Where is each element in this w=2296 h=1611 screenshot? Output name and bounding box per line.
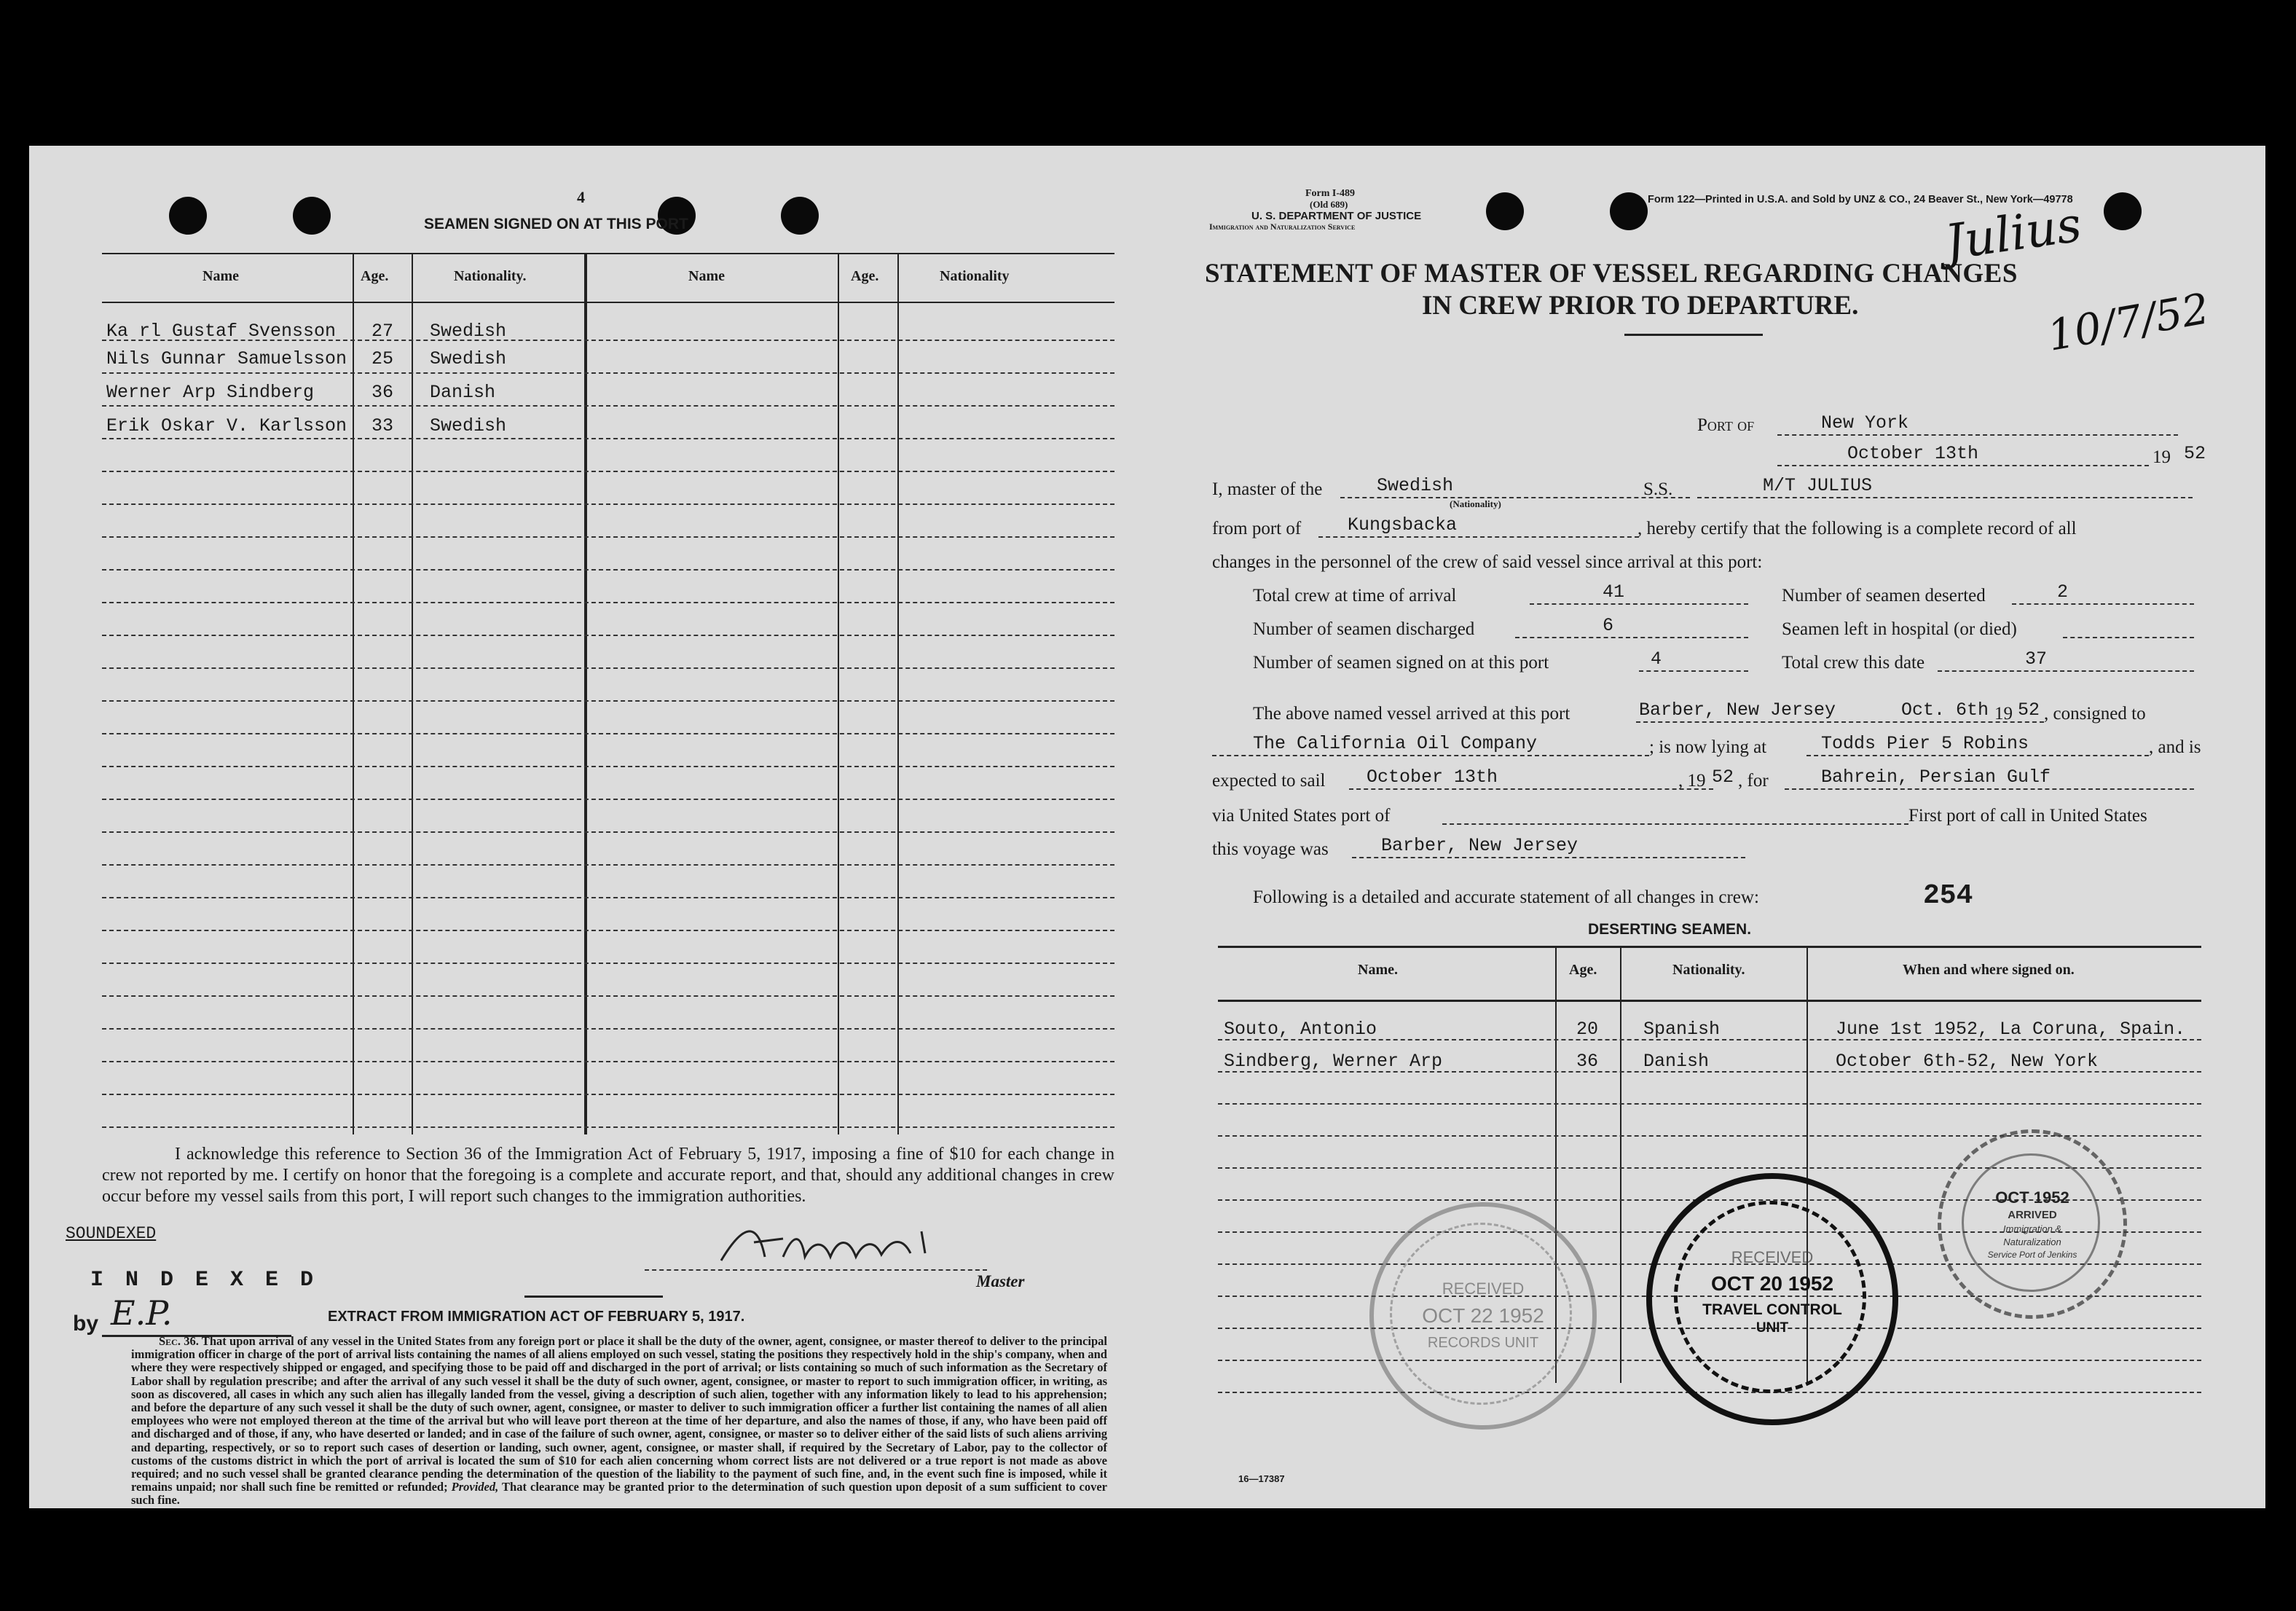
stamp-line: Service Port of Jenkins xyxy=(1987,1250,2077,1260)
travel-control-stamp xyxy=(1646,1173,1898,1425)
table-row-line xyxy=(102,733,1114,734)
soundexed-stamp: SOUNDEXED xyxy=(66,1224,157,1243)
hospital-label: Seamen left in hospital (or died) xyxy=(1782,619,2017,639)
col-header-name: Name xyxy=(203,268,239,284)
table-col-rule xyxy=(897,253,899,1134)
expected-year-prefix: , 19 xyxy=(1678,771,1706,791)
from-port-line xyxy=(1318,536,1639,538)
handwritten-name: Julius xyxy=(1941,196,2085,271)
punch-hole xyxy=(169,197,207,235)
table-col-rule xyxy=(838,253,839,1134)
col-header-age-2: Age. xyxy=(851,268,879,284)
table-row-line xyxy=(102,405,1114,407)
table-row-line xyxy=(102,536,1114,538)
table-row-line xyxy=(102,700,1114,702)
seaman-age: 27 xyxy=(371,321,394,342)
table-col-rule xyxy=(353,253,354,1134)
seaman-name: Ka rl Gustaf Svensson xyxy=(106,321,337,342)
stamp-line: Naturalization xyxy=(2003,1236,2061,1247)
deserting-header-rule xyxy=(1218,1000,2201,1002)
table-row-line xyxy=(102,503,1114,505)
total-crew-arrival-label: Total crew at time of arrival xyxy=(1253,586,1457,605)
punch-hole xyxy=(1610,192,1648,230)
records-unit-stamp xyxy=(1369,1202,1597,1430)
extract-rule xyxy=(524,1296,663,1298)
ss-label: S.S. xyxy=(1643,479,1673,499)
acknowledgement-text: I acknowledge this reference to Section 36 of the Immigration Act of February 5, 1917, imposing a fine of $10 for each change in crew not reported by me. I certify on honor that the foregoing is a complete and accurate report, and that, should any additional changes in crew occur before my vessel sails from this port, I will report such changes to the immigration authorities. xyxy=(102,1145,1114,1206)
provided-label: Provided, xyxy=(451,1480,499,1494)
col-header-nationality-2: Nationality xyxy=(940,268,1010,284)
from-port-label: from port of xyxy=(1212,519,1302,538)
indexed-stamp: I N D E X E D xyxy=(90,1268,318,1293)
footer-code: 16—17387 xyxy=(1238,1473,1285,1484)
table-row-line xyxy=(102,766,1114,767)
stamp-date: OCT 20 1952 xyxy=(1710,1272,1834,1295)
table-header-rule xyxy=(102,302,1114,303)
service-name: Immigration and Naturalization Service xyxy=(1209,222,1356,232)
expected-line xyxy=(1349,788,1713,790)
expected-date: October 13th xyxy=(1367,767,1498,788)
deserter-nationality: Spanish xyxy=(1643,1019,1721,1040)
lying-text: ; is now lying at xyxy=(1649,737,1767,757)
voyage-text: this voyage was xyxy=(1212,839,1329,859)
lying-at-value: Todds Pier 5 Robins xyxy=(1821,733,2029,754)
seaman-nationality: Danish xyxy=(430,382,496,403)
destination-value: Bahrein, Persian Gulf xyxy=(1821,767,2051,788)
form-number: Form I-489 xyxy=(1305,188,1356,199)
arrived-year-prefix: 19 xyxy=(1994,704,2013,724)
punch-hole xyxy=(1486,192,1524,230)
master-signature xyxy=(714,1217,962,1275)
stamp-unit: RECORDS UNIT xyxy=(1427,1335,1539,1351)
seaman-age: 25 xyxy=(371,348,394,369)
table-row-line xyxy=(102,831,1114,833)
deserter-signed-on: October 6th-52, New York xyxy=(1836,1051,2099,1072)
table-row-line xyxy=(102,799,1114,800)
table-row-line xyxy=(102,372,1114,374)
discharged-label: Number of seamen discharged xyxy=(1253,619,1475,639)
from-port-value: Kungsbacka xyxy=(1348,514,1458,536)
master-of-label: I, master of the xyxy=(1212,479,1323,499)
table-top-rule xyxy=(102,253,1114,254)
seaman-name: Werner Arp Sindberg xyxy=(106,382,315,403)
deserting-row-line xyxy=(1218,1103,2201,1105)
arrived-stamp xyxy=(1938,1129,2127,1319)
expected-text: expected to sail xyxy=(1212,771,1326,791)
form-title-line2: IN CREW PRIOR TO DEPARTURE. xyxy=(1422,291,1859,321)
deserter-name: Sindberg, Werner Arp xyxy=(1224,1051,1443,1072)
first-port-value: Barber, New Jersey xyxy=(1381,835,1578,856)
deserting-col-nationality: Nationality. xyxy=(1672,962,1745,978)
deserting-header: DESERTING SEAMEN. xyxy=(1588,921,1752,938)
deserter-name: Souto, Antonio xyxy=(1224,1019,1377,1040)
table-row-line xyxy=(102,1061,1114,1062)
and-is-text: , and is xyxy=(2149,737,2201,757)
total-crew-arrival: 41 xyxy=(1603,581,1625,603)
stamp-inner-ring xyxy=(1674,1201,1866,1393)
table-center-rule xyxy=(584,253,587,1134)
lying-line xyxy=(1806,755,2149,756)
col-header-nationality: Nationality. xyxy=(454,268,527,284)
count-line xyxy=(2063,637,2194,638)
via-text: via United States port of xyxy=(1212,806,1391,826)
section-header: SEAMEN SIGNED ON AT THIS PORT xyxy=(424,216,688,232)
stamp-line: Immigration & xyxy=(2002,1223,2062,1234)
seaman-nationality: Swedish xyxy=(430,321,507,342)
department-name: U. S. DEPARTMENT OF JUSTICE xyxy=(1251,210,1422,222)
col-header-age: Age. xyxy=(361,268,389,284)
nationality-caption: (Nationality) xyxy=(1450,498,1501,509)
deserting-col-signed: When and where signed on. xyxy=(1903,962,2075,978)
law-text: That upon arrival of any vessel in the United States from any foreign port or place it shall be the duty of the owner, agent, consignee, or master thereof to deliver to the principal immigration officer in charge of the port of arrival lists containing the names of all aliens employed on such vessel, stating the positions they respectively hold in the ship's company, when and where they were respectively shipped or engaged, and specifying those to be paid off and discharged in the port of arrival; or lists containing so much of such information as the Secretary of Labor shall by regulation prescribe; and after the arrival of any such vessel it shall be the duty of such owner, agent, consignee, or master to report to such immigration officer, in writing, as soon as discovered, all cases in which any such alien has illegally landed from the vessel, giving a description of such alien, together with any information likely to lead to his apprehension; and before the departure of any such vessel it shall be the duty of such owner, agent, consignee, or master to deliver to such immigration officer a further list containing the names of all alien employees who were not employed thereon at the time of the arrival but who will leave port thereon at the time of her departure, and also the names of those, if any, who have been paid off and discharged and of those, if any, who have deserted or landed; and in case of the failure of such owner, agent, consignee, or master so to deliver either of the said lists of such aliens arriving and departing, respectively, or so to report such cases of desertion or landing, such owner, agent, consignee, or master shall, if required by the Secretary of Labor, pay to the collector of customs of the customs district in which the port of arrival is located the sum of $10 for each alien concerning whom correct lists are not delivered or a true report is not made as above required; and no such vessel shall be granted clearance pending the determination of the question of the liability to the payment of such fine, and, in the event such fine is imposed, while it remains unpaid; nor shall such fine be remitted or refunded; xyxy=(131,1334,1108,1494)
seaman-name: Nils Gunnar Samuelsson xyxy=(106,348,347,369)
seaman-age: 33 xyxy=(371,415,394,436)
discharged-count: 6 xyxy=(1603,615,1614,636)
deserting-col-rule xyxy=(1620,946,1621,1383)
consigned-text: , consigned to xyxy=(2044,704,2146,724)
punch-hole xyxy=(2104,192,2142,230)
law-text-block xyxy=(131,1335,1107,1508)
stamp-arrived: ARRIVED xyxy=(2008,1209,2057,1221)
extract-title: EXTRACT FROM IMMIGRATION ACT OF FEBRUARY 5, 1917. xyxy=(328,1309,745,1325)
document-sheet xyxy=(29,146,2265,1508)
seaman-nationality: Swedish xyxy=(430,415,507,436)
consignee-line xyxy=(1212,755,1649,756)
table-row-line xyxy=(102,963,1114,964)
signed-on-count: 4 xyxy=(1651,648,1662,670)
vessel-nationality: Swedish xyxy=(1377,475,1454,496)
deserting-col-name: Name. xyxy=(1358,962,1398,978)
stamp-unit: TRAVEL CONTROL xyxy=(1702,1301,1842,1318)
date-value: October 13th xyxy=(1847,443,1979,464)
title-rule xyxy=(1624,334,1763,336)
deserter-age: 20 xyxy=(1576,1019,1599,1040)
table-row-line xyxy=(102,897,1114,898)
table-row-line xyxy=(102,438,1114,439)
port-of-label: Port of xyxy=(1697,415,1755,435)
seaman-age: 36 xyxy=(371,382,394,403)
voyage-line xyxy=(1352,857,1745,858)
certify-text: , hereby certify that the following is a complete record of all xyxy=(1638,519,2077,538)
destination-line xyxy=(1785,788,2194,790)
table-row-line xyxy=(102,667,1114,669)
count-line xyxy=(1639,670,1748,672)
following-text: Following is a detailed and accurate statement of all changes in crew: xyxy=(1253,887,1759,907)
total-crew-date: 37 xyxy=(2025,648,2048,670)
arrived-line xyxy=(1636,721,2044,723)
table-row-line xyxy=(102,1094,1114,1095)
printer-line: Form 122—Printed in U.S.A. and Sold by UNZ & CO., 24 Beaver St., New York—49778 xyxy=(1648,194,2073,205)
nationality-line xyxy=(1340,497,1690,498)
indexed-initials: E.P. xyxy=(111,1293,173,1333)
deserter-age: 36 xyxy=(1576,1051,1599,1072)
arrived-port: Barber, New Jersey xyxy=(1639,699,1836,721)
for-text: , for xyxy=(1738,771,1769,791)
arrived-year: 52 xyxy=(2018,699,2040,721)
port-of-value: New York xyxy=(1821,412,1909,434)
table-row-line xyxy=(102,864,1114,866)
arrived-text: The above named vessel arrived at this port xyxy=(1253,704,1570,724)
vessel-name: M/T JULIUS xyxy=(1763,475,1873,496)
seaman-nationality: Swedish xyxy=(430,348,507,369)
count-line xyxy=(1515,637,1748,638)
stamp-date: OCT 22 1952 xyxy=(1422,1304,1544,1327)
law-tail: That clearance may be granted prior to the determination of such question upon deposit of a sum sufficient to cover such fine. xyxy=(131,1480,1108,1508)
form-old-number: (Old 689) xyxy=(1310,199,1348,210)
master-label: Master xyxy=(976,1272,1025,1290)
port-of-line xyxy=(1777,434,2178,436)
form-title-line1: STATEMENT OF MASTER OF VESSEL REGARDING CHANGES xyxy=(1205,259,2018,289)
table-row-line xyxy=(102,1126,1114,1128)
table-row-line xyxy=(102,930,1114,931)
table-row-line xyxy=(102,471,1114,472)
stamp-date: OCT 1952 xyxy=(1995,1188,2069,1207)
table-col-rule xyxy=(412,253,413,1134)
signature-line xyxy=(645,1269,987,1271)
first-port-text: First port of call in United States xyxy=(1908,806,2147,826)
deserter-nationality: Danish xyxy=(1643,1051,1710,1072)
stamp-received: RECEIVED xyxy=(1442,1279,1525,1298)
col-header-name-2: Name xyxy=(688,268,725,284)
stamp-inner-ring xyxy=(1962,1153,2100,1292)
arrived-date: Oct. 6th xyxy=(1901,699,1989,721)
handwritten-date: 10/7/52 xyxy=(2043,283,2213,361)
punch-hole xyxy=(781,197,819,235)
table-row-line xyxy=(102,995,1114,997)
signed-on-label: Number of seamen signed on at this port xyxy=(1253,653,1549,673)
vessel-name-line xyxy=(1697,497,2193,498)
punch-hole xyxy=(293,197,331,235)
count-line xyxy=(1938,670,2194,672)
stamp-unit-2: UNIT xyxy=(1756,1320,1789,1336)
via-line xyxy=(1442,823,1908,825)
changes-text: changes in the personnel of the crew of said vessel since arrival at this port: xyxy=(1212,552,1763,572)
count-line xyxy=(1530,603,1748,605)
indexed-by-label: by xyxy=(73,1312,99,1336)
seaman-name: Erik Oskar V. Karlsson xyxy=(106,415,347,436)
table-row-line xyxy=(102,1028,1114,1030)
year-value: 52 xyxy=(2184,443,2206,464)
consignee-value: The California Oil Company xyxy=(1253,733,1538,754)
date-line xyxy=(1777,465,2149,466)
expected-year: 52 xyxy=(1712,767,1734,788)
deserting-col-age: Age. xyxy=(1569,962,1597,978)
deserter-signed-on: June 1st 1952, La Coruna, Spain. xyxy=(1836,1019,2186,1040)
sec-label: Sec. 36. xyxy=(159,1334,199,1348)
table-row-line xyxy=(102,569,1114,571)
total-crew-date-label: Total crew this date xyxy=(1782,653,1925,673)
page-number: 4 xyxy=(577,188,585,206)
stamp-received: RECEIVED xyxy=(1731,1248,1814,1266)
deserting-top-rule xyxy=(1218,946,2201,948)
deserted-label: Number of seamen deserted xyxy=(1782,586,1986,605)
deserted-count: 2 xyxy=(2057,581,2069,603)
table-row-line xyxy=(102,635,1114,636)
table-row-line xyxy=(102,602,1114,603)
stamped-number: 254 xyxy=(1923,880,1973,912)
year-prefix: 19 xyxy=(2152,447,2171,467)
count-line xyxy=(2012,603,2194,605)
